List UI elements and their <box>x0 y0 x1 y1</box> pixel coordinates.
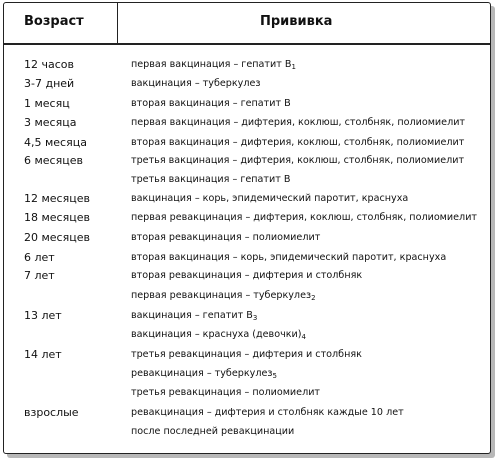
vaccination-cell: вторая ревакцинация – дифтерия и столбняк <box>131 270 363 281</box>
age-cell: 12 часов <box>24 58 74 71</box>
vaccination-cell: третья ревакцинация – дифтерия и столбняк <box>131 349 362 360</box>
age-cell: 1 месяц <box>24 97 70 110</box>
vaccination-cell: третья вакцинация – гепатит B <box>131 174 291 185</box>
age-cell: 7 лет <box>24 269 55 282</box>
vaccination-schedule-table <box>3 2 491 454</box>
age-cell: 3 месяца <box>24 116 77 129</box>
vaccination-cell: вторая вакцинация – дифтерия, коклюш, столбняк, полиомиелит <box>131 137 465 148</box>
age-cell: 6 лет <box>24 251 55 264</box>
vaccination-cell: вакцинация – краснуха $(девочки)_4$ <box>131 329 306 341</box>
age-cell: 14 лет <box>24 348 62 361</box>
vaccination-cell: ревакцинация – туберкулез$_5$ <box>131 368 277 380</box>
header-divider <box>4 43 490 45</box>
vaccination-cell: вакцинация – корь, эпидемический паротит, краснуха <box>131 193 409 204</box>
age-cell: 20 месяцев <box>24 231 90 244</box>
age-cell: взрослые <box>24 406 79 419</box>
vaccination-cell: ревакцинация – дифтерия и столбняк каждые 10 лет <box>131 407 404 418</box>
age-cell: 12 месяцев <box>24 192 90 205</box>
age-cell: 13 лет <box>24 309 62 322</box>
age-cell: 3-7 дней <box>24 77 75 90</box>
vaccination-cell: первая вакцинация – дифтерия, коклюш, столбняк, полиомиелит <box>131 117 466 128</box>
vaccination-cell: после последней ревакцинации <box>131 426 295 437</box>
vaccination-cell: вторая вакцинация – гепатит B <box>131 98 291 109</box>
age-cell: 18 месяцев <box>24 211 90 224</box>
vaccination-cell: вакцинация – туберкулез <box>131 78 261 89</box>
age-cell: 4,5 месяца <box>24 136 87 149</box>
vaccination-cell: третья вакцинация – дифтерия, коклюш, столбняк, полиомиелит <box>131 155 465 166</box>
vaccination-cell: вакцинация – гепатит $B_3$ <box>131 310 258 322</box>
vaccination-cell: вторая ревакцинация – полиомиелит <box>131 232 321 243</box>
header-age: Возраст <box>24 14 84 29</box>
vaccination-cell: первая ревакцинация – дифтерия, коклюш, столбняк, полиомиелит <box>131 212 478 223</box>
vaccination-cell: первая ревакцинация – туберкулез$_2$ <box>131 290 316 302</box>
age-cell: 6 месяцев <box>24 154 83 167</box>
header-vaccination: Прививка <box>260 14 333 29</box>
header-column-divider <box>117 3 118 44</box>
vaccination-cell: вторая вакцинация – корь, эпидемический паротит, краснуха <box>131 252 447 263</box>
vaccination-cell: третья ревакцинация – полиомиелит <box>131 387 321 398</box>
vaccination-cell: первая вакцинация – гепатит $B_1$ <box>131 59 296 71</box>
